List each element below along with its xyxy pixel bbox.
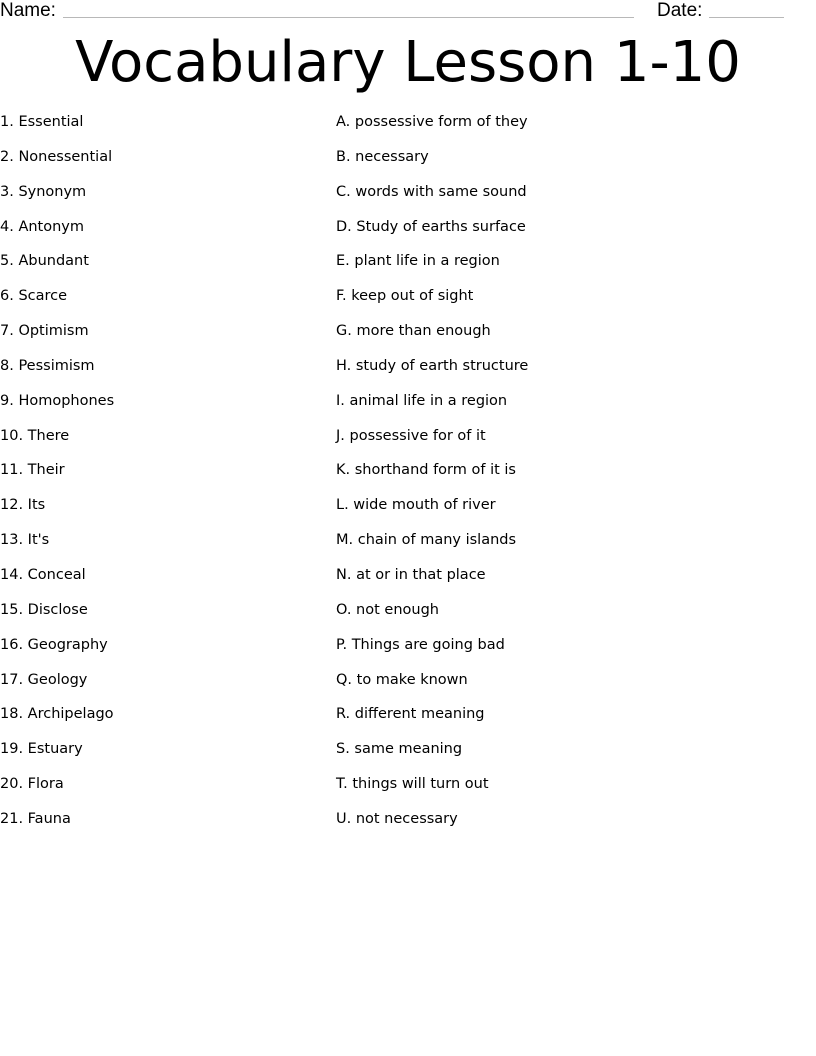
term-item: 6. Scarce bbox=[0, 288, 68, 305]
term-item: 20. Flora bbox=[0, 776, 64, 793]
definition-item: H. study of earth structure bbox=[336, 357, 529, 374]
terms-list bbox=[0, 111, 320, 843]
term-item: 14. Conceal bbox=[0, 566, 86, 583]
definition-item: L. wide mouth of river bbox=[336, 497, 496, 514]
definition-item: Q. to make known bbox=[336, 671, 468, 688]
term-item: 2. Nonessential bbox=[0, 148, 113, 165]
definition-item: C. words with same sound bbox=[336, 183, 527, 200]
term-item: 11. Their bbox=[0, 462, 65, 479]
term-item: 8. Pessimism bbox=[0, 357, 95, 374]
definition-item: N. at or in that place bbox=[336, 566, 486, 583]
date-label: Date: bbox=[657, 0, 703, 21]
term-item: 15. Disclose bbox=[0, 601, 88, 618]
definition-item: S. same meaning bbox=[336, 741, 463, 758]
term-item: 13. It's bbox=[0, 532, 50, 549]
term-item: 9. Homophones bbox=[0, 392, 115, 409]
definition-item: T. things will turn out bbox=[336, 776, 489, 793]
name-label: Name: bbox=[0, 0, 56, 21]
term-item: 10. There bbox=[0, 427, 70, 444]
definition-item: U. not necessary bbox=[336, 810, 458, 827]
term-item: 12. Its bbox=[0, 497, 46, 514]
definition-item: J. possessive for of it bbox=[336, 427, 486, 444]
definition-item: A. possessive form of they bbox=[336, 114, 528, 130]
definition-item: E. plant life in a region bbox=[336, 253, 500, 270]
definition-item: I. animal life in a region bbox=[336, 392, 508, 409]
definitions-list bbox=[336, 111, 796, 843]
term-item: 19. Estuary bbox=[0, 741, 83, 758]
term-item: 17. Geology bbox=[0, 671, 88, 688]
date-blank-line[interactable] bbox=[709, 17, 784, 18]
definition-item: G. more than enough bbox=[336, 323, 491, 340]
term-item: 7. Optimism bbox=[0, 323, 89, 340]
definition-item: K. shorthand form of it is bbox=[336, 462, 516, 479]
name-blank-line[interactable] bbox=[63, 17, 634, 18]
term-item: 18. Archipelago bbox=[0, 706, 114, 723]
page-title: Vocabulary Lesson 1-10 bbox=[75, 30, 741, 95]
definition-item: R. different meaning bbox=[336, 706, 485, 723]
term-item: 16. Geography bbox=[0, 636, 108, 653]
term-item: 5. Abundant bbox=[0, 253, 89, 270]
term-item: 1. Essential bbox=[0, 114, 84, 130]
definition-item: D. Study of earths surface bbox=[336, 218, 526, 235]
term-item: 4. Antonym bbox=[0, 218, 85, 235]
definition-item: P. Things are going bad bbox=[336, 636, 505, 653]
term-item: 3. Synonym bbox=[0, 183, 87, 200]
definition-item: F. keep out of sight bbox=[336, 288, 474, 305]
term-item: 21. Fauna bbox=[0, 810, 71, 827]
definition-item: B. necessary bbox=[336, 148, 429, 165]
definition-item: M. chain of many islands bbox=[336, 532, 517, 549]
definition-item: O. not enough bbox=[336, 601, 439, 618]
worksheet-header bbox=[0, 0, 816, 24]
